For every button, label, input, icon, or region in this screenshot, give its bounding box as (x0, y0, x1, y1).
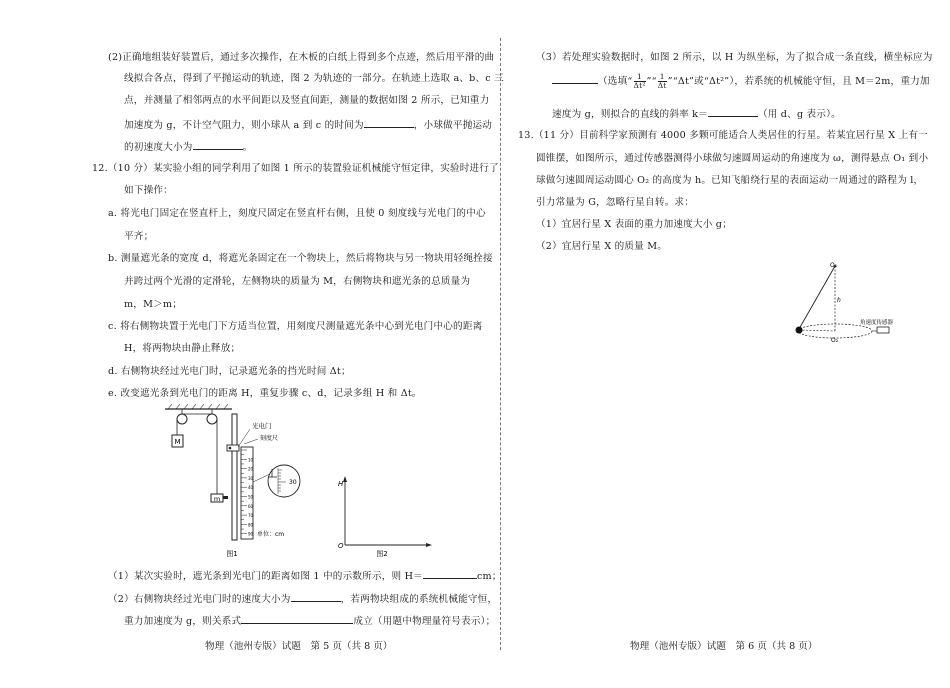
ruler-tick-label: 20 (248, 466, 254, 472)
ruler-label: 刻度尺 (260, 435, 279, 442)
ruler-tick-labels (248, 457, 254, 536)
y-axis-label: H (338, 480, 344, 488)
q12-step-c-1: c. 将右侧物块置于光电门下方适当位置，用刻度尺测量遮光条中心到光电门中心的距离 (108, 321, 483, 332)
shading-strip (223, 496, 228, 499)
vertical-post (232, 414, 237, 540)
origin-label: O (338, 542, 344, 550)
h-label: h (837, 297, 841, 304)
q12-3-line-3 (552, 106, 841, 121)
figure-2-caption: 图2 (376, 550, 388, 558)
unit-label: 单位：cm (257, 531, 285, 538)
block-m-label: m (213, 495, 221, 503)
q12-sub-2-cont-text: 重力加速度为 g，则关系式 (124, 616, 242, 627)
pendulum-ball (796, 327, 803, 334)
q11-2-line-4 (124, 117, 492, 132)
right-page (500, 0, 950, 688)
q11-2-line-1: (2)正确地组装好装置后，通过多次操作，在木板的白纸上得到多个点迹，然后用平滑的曲 (108, 52, 495, 63)
q12-step-b-2: 并跨过两个光滑的定滑轮，左侧物块的质量为 M，右侧物块和遮光条的总质量为 (124, 276, 471, 287)
radius-line (799, 330, 835, 331)
answer-blank-slope[interactable] (708, 106, 758, 117)
q13-sub-2: （2）宜居行星 X 的质量 M。 (536, 241, 668, 252)
q12-sub-2 (108, 591, 497, 606)
ruler-tick-label: 70 (248, 513, 254, 519)
q12-step-c-2: H，将两物块由静止释放； (124, 343, 241, 354)
q13-sub-1: （1）宜居行星 X 表面的重力加速度大小 g； (536, 219, 732, 230)
q13-line-2: 圆锥摆，如图所示，通过传感器测得小球做匀速圆周运动的角速度为 ω，测得悬点 O₁ 到小 (536, 153, 929, 164)
q12-3-line-2-b: ”“ (646, 76, 657, 87)
q13-line-4: 引力常量为 G，忽略行星自转。求： (536, 197, 695, 208)
figure-1-apparatus (160, 402, 310, 562)
ruler-tick-label: 10 (248, 457, 254, 463)
q12-3-line-3-tail: （用 d、g 表示）。 (757, 109, 841, 120)
answer-blank-H[interactable] (423, 568, 477, 579)
photogate-label: 光电门 (252, 422, 272, 430)
left-footer: 物理（池州专版）试题 第 5 页（共 8 页） (205, 641, 393, 652)
q11-2-line-5 (124, 139, 252, 154)
q11-2-line-4-text: 加速度为 g，不计空气阻力，则小球从 a 到 c 的时间为 (124, 120, 364, 131)
q12-step-a-2: 平齐； (124, 231, 154, 242)
q12-sub-2-text: （2）右侧物块经过光电门时的速度大小为 (108, 594, 291, 605)
q12-3-line-2-a: （选填“ (598, 76, 633, 87)
angular-velocity-sensor (877, 327, 889, 333)
q12-sub-2-tail: ，若两物块组成的系统机械能守恒， (340, 594, 498, 605)
answer-blank-velocity[interactable] (193, 139, 243, 150)
o2-label: O₂ (831, 337, 839, 344)
q12-3-line-1: （3）若处理实验数据时，如图 2 所示，以 H 为纵坐标，为了拟合成一条直线，横坐标应为 (536, 52, 933, 63)
q12-line-2: 如下操作： (124, 185, 173, 196)
ruler-tick-label: 40 (248, 485, 254, 491)
block-M-label: M (174, 438, 181, 446)
pulley-right (207, 414, 217, 424)
ruler-tick-label: 90 (248, 531, 254, 537)
fraction-1-denominator: Δt² (633, 81, 646, 90)
q13-line-1: 13.（11 分）目前科学家预测有 4000 多颗可能适合人类居住的行星。若某宜居行星 X 上有一 (518, 130, 928, 141)
ceiling-hatch (168, 404, 228, 409)
q11-2-line-5-text: 的初速度大小为 (124, 142, 193, 153)
q12-sub-1-text: （1）某次实验时，遮光条到光电门的距离如图 1 中的示数所示，则 H＝ (108, 571, 423, 582)
ruler-tick-label: 80 (248, 522, 254, 528)
q11-2-line-5-tail: 。 (242, 142, 253, 153)
fraction-2-numerator: 1 (659, 72, 665, 81)
q13-line-3: 球做匀速圆周运动圆心 O₂ 的高度为 h。已知飞船绕行星的表面运动一周通过的路程为 l， (536, 175, 924, 186)
right-footer: 物理（池州专版）试题 第 6 页（共 8 页） (630, 641, 818, 652)
q12-sub-1 (108, 568, 502, 583)
q12-step-d: d. 右侧物块经过光电门时，记录遮光条的挡光时间 Δt； (108, 366, 351, 377)
q11-2-line-3: 点，并测量了相邻两点的水平间距以及竖直间距，测量的数据如图 2 所示，已知重力 (124, 95, 490, 106)
pulley-left (177, 414, 187, 424)
sensor-label: 角速度传感器 (860, 320, 894, 326)
answer-blank-abscissa[interactable] (552, 73, 598, 84)
q12-step-b-1: b. 测量遮光条的宽度 d，将遮光条固定在一个物块上，然后将物块与另一物块用轻绳拴接 (108, 253, 493, 264)
q12-step-e: e. 改变遮光条到光电门的距离 H，重复步骤 c、d，记录多组 H 和 Δt。 (108, 388, 422, 399)
fraction-1-over-dt (658, 73, 667, 90)
ruler-tick-label: 60 (248, 503, 254, 509)
q11-2-line-4-tail: ，小球做平抛运动 (413, 120, 493, 131)
fraction-1-numerator: 1 (634, 73, 646, 82)
fraction-2-denominator: Δt (657, 81, 667, 90)
q12-sub-1-unit: cm； (476, 571, 502, 582)
q12-step-b-3: m，M＞m； (124, 299, 182, 310)
figure-conical-pendulum (790, 258, 920, 350)
zoom-value: 30 (289, 479, 297, 486)
string (799, 266, 835, 329)
fraction-1-over-dt2 (634, 73, 646, 90)
ruler-tick-label: 30 (248, 475, 254, 481)
figure-1-caption: 图1 (226, 550, 238, 558)
q12-3-line-2 (552, 72, 930, 92)
q12-sub-2-cont-tail: 成立（用题中物理量符号表示）； (353, 616, 496, 627)
q12-line-1: 12.（10 分）某实验小组的同学利用了如图 1 所示的装置验证机械能守恒定律，实验时进行了 (92, 163, 499, 174)
ruler-tick-label: 50 (248, 494, 254, 500)
figure-2-axes (330, 470, 435, 560)
q12-sub-2-cont (124, 613, 495, 628)
q11-2-line-2: 线拟合各点，得到了平抛运动的轨迹，图 2 为轨迹的一部分。在轨迹上选取 a、b、c 三 (124, 73, 504, 84)
answer-blank-speed[interactable] (291, 591, 341, 602)
answer-blank-relation[interactable] (241, 613, 353, 624)
answer-blank-time[interactable] (364, 117, 414, 128)
q12-3-line-3-text: 速度为 g，则拟合的直线的斜率 k＝ (552, 109, 708, 120)
o1-label: O₁ (830, 262, 838, 269)
q12-3-line-2-c: ”“Δt”或“Δt²”），若系统的机械能守恒，且 M＝2m，重力加 (667, 76, 930, 87)
q12-step-a-1: a. 将光电门固定在竖直杆上，刻度尺固定在竖直杆右侧，且使 0 刻度线与光电门的中心 (108, 208, 486, 219)
